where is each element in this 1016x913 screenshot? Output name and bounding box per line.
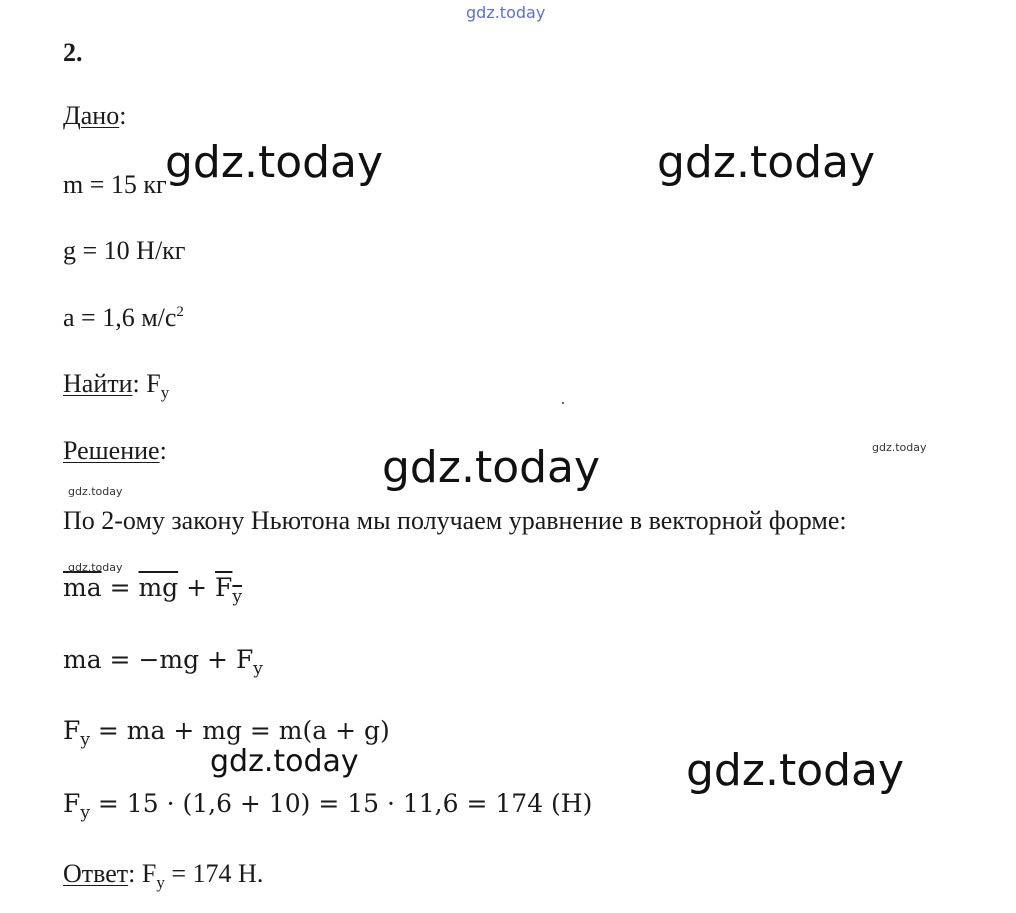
find-label: Найти (63, 369, 133, 398)
equation-fy-formula (63, 716, 390, 750)
answer-sub: y (156, 873, 165, 892)
eq4-rest: = 15 · (1,6 + 10) = 15 · 11,6 = 174 (Н) (89, 789, 593, 818)
solution-intro: По 2-ому закону Ньютона мы получаем уравнение в векторной форме: (63, 506, 847, 535)
watermark-medium: gdz.today (210, 744, 359, 779)
given-acceleration (63, 303, 184, 333)
watermark-large-3: gdz.today (382, 442, 601, 493)
eq3-F: F (63, 716, 81, 745)
watermark-large-4: gdz.today (686, 745, 905, 796)
equation-scalar (63, 645, 263, 679)
eq1-fy (215, 573, 242, 607)
eq3-sub: y (80, 730, 90, 750)
find-line (63, 369, 170, 402)
watermark-small-3: gdz.today (68, 561, 123, 574)
answer-colon: : (128, 859, 142, 888)
eq4-F: F (63, 789, 81, 818)
find-var: F (146, 369, 161, 398)
answer-var: F (141, 859, 157, 888)
eq1-ma: $\overline{ma}$ (63, 573, 102, 602)
answer-label: Ответ (63, 859, 129, 888)
eq1-F: F (215, 573, 233, 602)
eq1-plus: + (178, 573, 216, 602)
eq4-sub: y (80, 803, 90, 823)
eq2-main: ma = −mg + F (63, 645, 254, 674)
answer-value: = 174 Н. (164, 859, 264, 888)
watermark-large-1: gdz.today (165, 137, 384, 188)
find-colon: : (132, 369, 147, 398)
solution-heading (63, 436, 167, 466)
answer-line (63, 859, 264, 892)
find-sub: y (160, 383, 170, 402)
problem-number: 2. (63, 38, 83, 67)
watermark-large-2: gdz.today (657, 137, 876, 188)
equation-fy-numeric (63, 789, 593, 823)
watermark-small-2: gdz.today (68, 485, 123, 498)
watermark-small-1: gdz.today (872, 441, 927, 454)
watermark-top: gdz.today (466, 3, 546, 22)
equation-vector (63, 573, 242, 607)
solution-label: Решение (63, 436, 160, 465)
given-label: Дано (63, 101, 120, 130)
given-mass: m = 15 кг (63, 170, 167, 199)
stray-dot (562, 402, 564, 404)
given-colon: : (119, 101, 127, 130)
eq2-sub: y (253, 659, 263, 679)
given-heading (63, 101, 126, 131)
eq3-rest: = ma + mg = m(a + g) (89, 716, 390, 745)
eq1-mg: $\overline{mg}$ (138, 573, 179, 602)
accel-base: a = 1,6 м/с (63, 303, 177, 332)
solution-colon: : (159, 436, 167, 465)
accel-exponent: 2 (176, 304, 184, 320)
eq1-eq: = (101, 573, 139, 602)
given-gravity: g = 10 Н/кг (63, 236, 186, 265)
eq1-sub: y (232, 587, 242, 607)
